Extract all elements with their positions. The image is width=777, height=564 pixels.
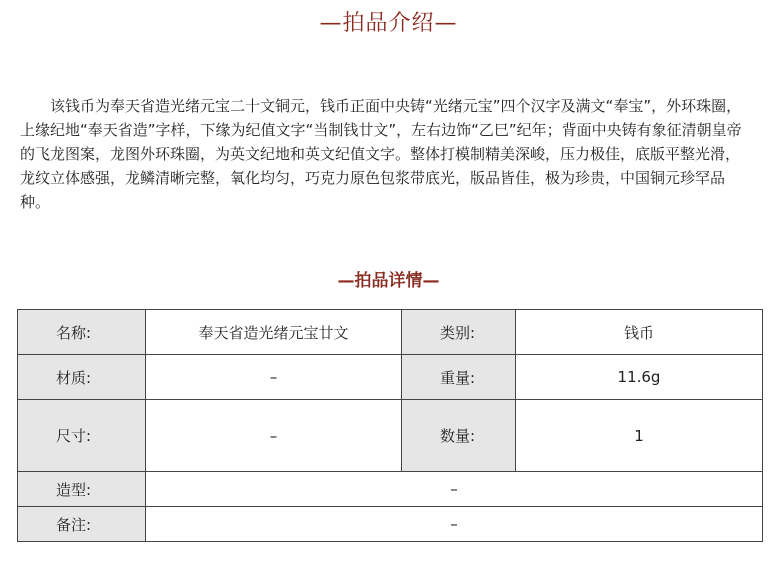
table-row — [18, 355, 763, 400]
size-value: – — [146, 400, 402, 472]
shape-label: 造型: — [18, 472, 146, 507]
details-title: —拍品详情— — [337, 271, 440, 291]
remark-value: – — [146, 507, 763, 542]
table-row — [18, 472, 763, 507]
weight-label: 重量: — [402, 355, 516, 400]
category-label: 类别: — [402, 310, 516, 355]
quantity-value: 1 — [516, 400, 763, 472]
table-row — [18, 507, 763, 542]
category-value: 钱币 — [516, 310, 763, 355]
details-table — [17, 309, 763, 542]
table-row — [18, 400, 763, 472]
shape-value: – — [146, 472, 763, 507]
material-value: – — [146, 355, 402, 400]
weight-value: 11.6g — [516, 355, 763, 400]
name-label: 名称: — [18, 310, 146, 355]
name-value: 奉天省造光绪元宝廿文 — [146, 310, 402, 355]
intro-title: —拍品介绍— — [319, 11, 458, 36]
intro-description: 该钱币为奉天省造光绪元宝二十文铜元，钱币正面中央铸“光绪元宝”四个汉字及满文“奉宝”，外环珠圈，上缘纪地“奉天省造”字样，下缘为纪值文字“当制钱廿文”，左右边饰“乙巳”纪年；背面中央铸有象征清朝皇帝的飞龙图案，龙图外环珠圈，为英文纪地和英文纪值文字。整体打模制精美深峻，压力极佳，底版平整光滑，龙纹立体感强，龙鳞清晰完整，氧化均匀，巧克力原色包浆带底光，版品皆佳，极为珍贵，中国铜元珍罕品种。 — [20, 97, 742, 211]
quantity-label: 数量: — [402, 400, 516, 472]
size-label: 尺寸: — [18, 400, 146, 472]
table-row — [18, 310, 763, 355]
material-label: 材质: — [18, 355, 146, 400]
remark-label: 备注: — [18, 507, 146, 542]
